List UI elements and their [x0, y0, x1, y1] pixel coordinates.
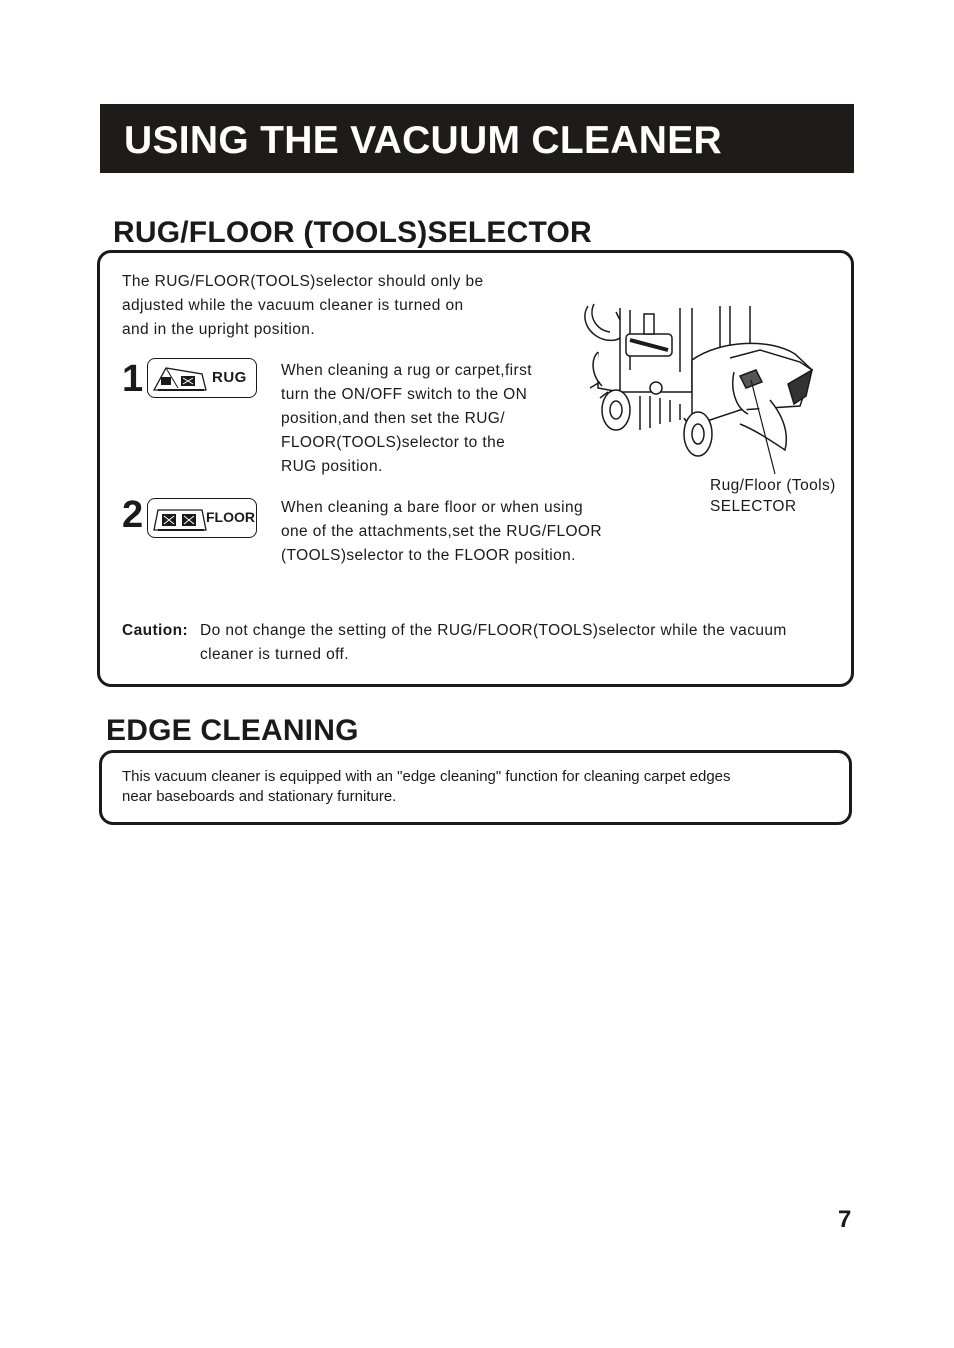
step-1-text — [281, 359, 532, 479]
rug-floor-intro — [122, 270, 484, 342]
header-banner — [100, 104, 854, 173]
edge-cleaning-text — [122, 767, 731, 806]
step-2-text — [281, 496, 602, 568]
step-2-number: 2 — [122, 494, 144, 536]
step-2-line: one of the attachments,set the RUG/FLOOR — [281, 523, 602, 540]
intro-line: The RUG/FLOOR(TOOLS)selector should only be — [122, 273, 484, 290]
step-2-line: (TOOLS)selector to the FLOOR position. — [281, 547, 576, 564]
caution-text — [200, 619, 787, 667]
floor-selector-icon — [152, 504, 208, 532]
step-1-line: position,and then set the RUG/ — [281, 410, 505, 427]
caution-line: cleaner is turned off. — [200, 646, 349, 663]
step-1-line: When cleaning a rug or carpet,first — [281, 362, 532, 379]
step-1-line: FLOOR(TOOLS)selector to the — [281, 434, 506, 451]
floor-pill-label: FLOOR — [206, 509, 255, 525]
diagram-caption-line: SELECTOR — [710, 498, 797, 515]
step-1-number: 1 — [122, 358, 144, 400]
step-1-line: turn the ON/OFF switch to the ON — [281, 386, 528, 403]
edge-cleaning-line: near baseboards and stationary furniture. — [122, 787, 397, 805]
rug-setting-pill — [147, 358, 257, 398]
step-2-line: When cleaning a bare floor or when using — [281, 499, 584, 516]
diagram-caption-line: Rug/Floor (Tools) — [710, 477, 836, 494]
edge-cleaning-line: This vacuum cleaner is equipped with an "edge cleaning" function for cleaning carpet edges — [122, 768, 731, 785]
intro-line: adjusted while the vacuum cleaner is turned on — [122, 297, 464, 314]
page-number: 7 — [838, 1206, 852, 1233]
rug-selector-icon — [152, 364, 208, 392]
rug-floor-section-title: RUG/FLOOR (TOOLS)SELECTOR — [113, 216, 592, 249]
step-1-line: RUG position. — [281, 458, 383, 475]
caution-line: Do not change the setting of the RUG/FLOOR(TOOLS)selector while the vacuum — [200, 622, 787, 639]
page-title: USING THE VACUUM CLEANER — [124, 119, 722, 162]
floor-setting-pill — [147, 498, 257, 538]
diagram-caption — [710, 475, 836, 517]
rug-pill-label: RUG — [212, 369, 247, 386]
vacuum-selector-diagram — [580, 300, 820, 475]
edge-cleaning-section-title: EDGE CLEANING — [106, 714, 359, 747]
intro-line: and in the upright position. — [122, 321, 316, 338]
caution-label: Caution: — [122, 622, 189, 639]
